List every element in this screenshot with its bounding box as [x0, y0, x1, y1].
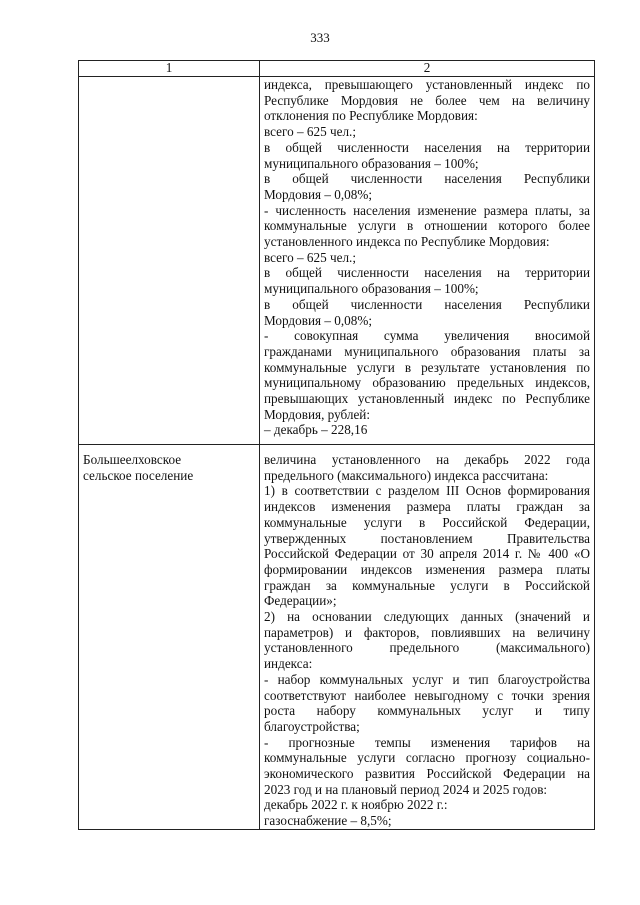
- text-line: соответствуют наиболее невыгодному с точки зрения: [264, 687, 590, 703]
- text-line: коммунальные услуги в Российской Федерации,: [264, 514, 590, 530]
- table-header-row: [79, 61, 595, 77]
- text-line: 1) в соответствии с разделом III Основ формирования: [264, 483, 590, 499]
- column-2-header: 2: [260, 61, 595, 77]
- text-line: параметров) и факторов, повлиявших на величину: [264, 624, 590, 640]
- table-row: [79, 445, 595, 830]
- text-line: Республике Мордовия не более чем на величину: [264, 92, 590, 108]
- text-line: - численность населения изменение размера платы, за: [264, 202, 590, 218]
- row1-municipality-cell: [79, 77, 260, 445]
- text-line: в общей численности населения Республики: [264, 296, 590, 312]
- text-line: - прогнозные темпы изменения тарифов на: [264, 734, 590, 750]
- text-line: всего – 625 чел.;: [264, 249, 356, 265]
- text-line: муниципального образования – 100%;: [264, 281, 479, 297]
- text-line: установленного индекса по Республике Мордовия:: [264, 234, 550, 250]
- text-line: предельного (максимального) индекса рассчитана:: [264, 467, 549, 483]
- text-line: отклонения по Республике Мордовия:: [264, 108, 478, 124]
- text-line: благоустройства;: [264, 718, 360, 734]
- text-line: формировании индексов изменения размера платы: [264, 561, 590, 577]
- text-line: Российской Федерации от 30 апреля 2014 г. № 400 «О: [264, 546, 590, 562]
- text-line: сельское поселение: [83, 467, 194, 483]
- text-line: газоснабжение – 8,5%;: [264, 813, 392, 829]
- text-line: роста набору коммунальных услуг и типу: [264, 703, 590, 719]
- text-line: установленного предельного (максимального): [264, 640, 590, 656]
- text-line: 2023 год и на плановый период 2024 и 2025 годов:: [264, 781, 548, 797]
- text-line: Большеелховское: [83, 452, 182, 467]
- text-line: в общей численности населения на территории: [264, 265, 590, 281]
- column-1-header: 1: [79, 61, 260, 77]
- row2-description-cell: [260, 445, 595, 830]
- text-line: муниципального образования – 100%;: [264, 155, 479, 171]
- document-table: [78, 60, 595, 830]
- text-line: Мордовия – 0,08%;: [264, 312, 372, 328]
- text-line: коммунальные услуги в отношении которого более: [264, 218, 590, 234]
- text-line: коммунальные услуги согласно прогнозу социально-: [264, 750, 590, 766]
- text-line: всего – 625 чел.;: [264, 124, 356, 140]
- text-line: величина установленного на декабрь 2022 года: [264, 452, 590, 467]
- text-line: Федерации»;: [264, 593, 337, 609]
- text-line: в общей численности населения на территории: [264, 139, 590, 155]
- text-line: 2) на основании следующих данных (значений и: [264, 609, 590, 625]
- text-line: декабрь 2022 г. к ноябрю 2022 г.:: [264, 797, 448, 813]
- text-line: экономического развития Российской Федерации на: [264, 766, 590, 782]
- text-line: коммунальные услуги в результате установления по: [264, 359, 590, 375]
- text-line: граждан за коммунальные услуги в Российской: [264, 577, 590, 593]
- text-line: - набор коммунальных услуг и тип благоустройства: [264, 671, 590, 687]
- text-line: индекса:: [264, 656, 313, 672]
- text-line: – декабрь – 228,16: [264, 422, 368, 438]
- text-line: индекса, превышающего установленный индекс по: [264, 77, 590, 92]
- text-line: Мордовия, рублей:: [264, 406, 371, 422]
- text-line: индексов изменения размера платы граждан за: [264, 499, 590, 515]
- page-number: 333: [310, 30, 330, 45]
- table-row: [79, 77, 595, 445]
- text-line: Мордовия – 0,08%;: [264, 186, 372, 202]
- row1-description-cell: [260, 77, 595, 445]
- text-line: - совокупная сумма увеличения вносимой: [264, 328, 590, 344]
- text-line: в общей численности населения Республики: [264, 171, 590, 187]
- text-line: утвержденных постановлением Правительства: [264, 530, 590, 546]
- row2-municipality-cell: [79, 445, 260, 830]
- text-line: превышающих установленный индекс по Республике: [264, 391, 590, 407]
- text-line: гражданами муниципального образования платы за: [264, 343, 590, 359]
- text-line: муниципальному образованию предельных индексов,: [264, 375, 590, 391]
